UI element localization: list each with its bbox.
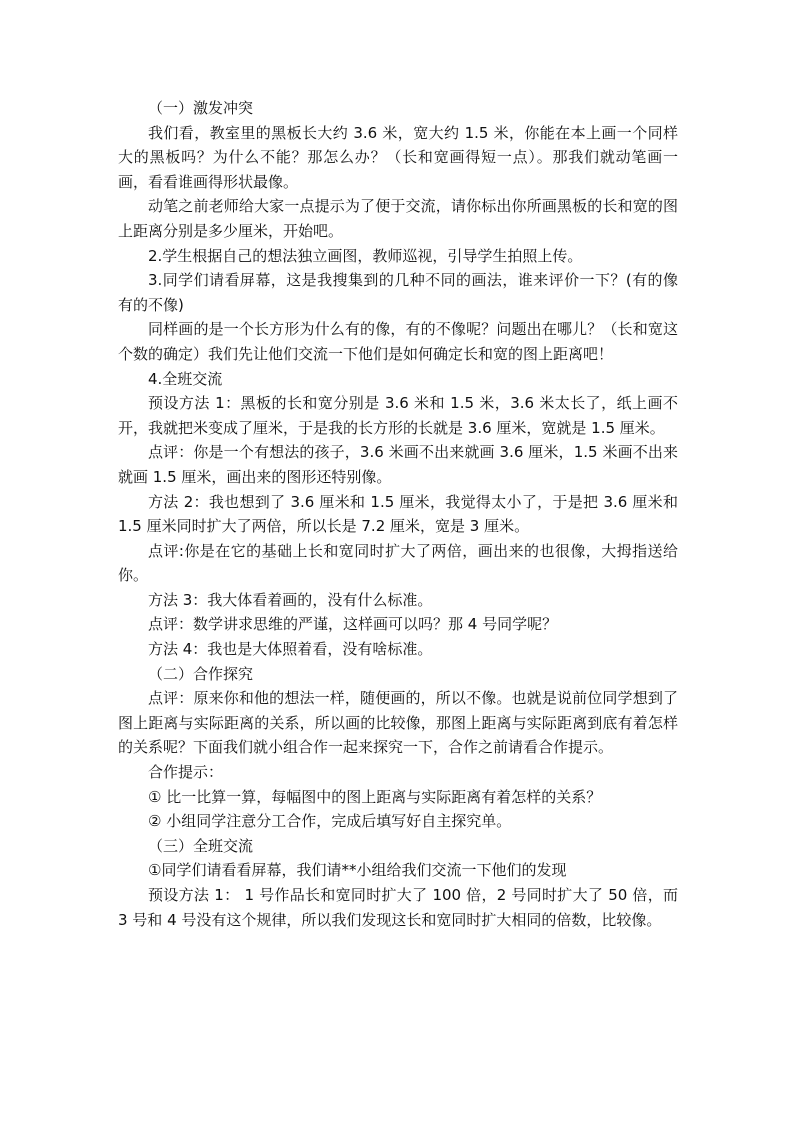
paragraph-step-3: 3.同学们请看屏幕，这是我搜集到的几种不同的画法，谁来评价一下？(有的像有的不像) [118,271,678,314]
paragraph-screen-prompt: ①同学们请看看屏幕，我们请**小组给我们交流一下他们的发现 [148,861,567,880]
section-heading-cooperative-inquiry: （二）合作探究 [148,664,254,683]
section-heading-class-exchange: （三）全班交流 [148,836,254,855]
paragraph-cooperation-tips-label: 合作提示： [148,763,224,782]
paragraph-preset-method-1: 预设方法 1： 1 号作品长和宽同时扩大了 100 倍，2 号同时扩大了 50 倍，而 3 号和 4 号没有这个规律，所以我们发现这长和宽同时扩大相同的倍数，比较像。 [118,886,678,929]
paragraph-method-4: 方法 4：我也是大体照着看，没有啥标准。 [148,640,433,659]
paragraph-comment-2: 点评:你是在它的基础上长和宽同时扩大了两倍，画出来的也很像，大拇指送给你。 [118,541,678,585]
paragraph-why-different: 同样画的是一个长方形为什么有的像，有的不像呢？问题出在哪儿？（长和宽这个数的确定）我们先让他们交流一下他们是如何确定长和宽的图上距离吧！ [118,320,678,363]
document-page [118,96,678,932]
paragraph-teacher-hint: 动笔之前老师给大家一点提示为了便于交流，请你标出你所画黑板的长和宽的图上距离分别是多少厘米，开始吧。 [118,197,678,240]
paragraph-method-3: 方法 3：我大体看着画的，没有什么标准。 [148,590,433,609]
paragraph-comment-1: 点评：你是一个有想法的孩子，3.6 米画不出来就画 3.6 厘米，1.5 米画不出来就画 1.5 厘米，画出来的图形还特别像。 [118,443,678,486]
paragraph-blackboard-question: 我们看，教室里的黑板长大约 3.6 米，宽大约 1.5 米，你能在本上画一个同样大的黑板吗？为什么不能？那怎么办？（长和宽画得短一点）。那我们就动笔画一画，看看谁画得形状最像。 [118,123,678,191]
paragraph-method-2: 方法 2：我也想到了 3.6 厘米和 1.5 厘米，我觉得太小了，于是把 3.6 厘米和 1.5 厘米同时扩大了两倍，所以长是 7.2 厘米，宽是 3 厘米。 [118,492,678,536]
paragraph-tip-2: ② 小组同学注意分工合作，完成后填写好自主探究单。 [148,812,512,831]
paragraph-method-1: 预设方法 1：黑板的长和宽分别是 3.6 米和 1.5 米，3.6 米太长了，纸上画不开，我就把米变成了厘米，于是我的长方形的长就是 3.6 厘米，宽就是 1.5 厘米。 [118,394,678,437]
section-heading-stimulate-conflict: （一）激发冲突 [148,99,254,117]
paragraph-tip-1: ① 比一比算一算，每幅图中的图上距离与实际距离有着怎样的关系？ [148,787,602,806]
paragraph-comment-3: 点评：数学讲求思维的严谨，这样画可以吗？那 4 号同学呢？ [148,615,558,634]
paragraph-comment-4: 点评：原来你和他的想法一样，随便画的，所以不像。也就是说前位同学想到了图上距离与实际距离的关系，所以画的比较像，那图上距离与实际距离到底有着怎样的关系呢？下面我们就小组合作一起来探究一下，合作之前请看合作提示。 [118,689,678,757]
paragraph-step-4: 4.全班交流 [148,369,223,388]
paragraph-step-2: 2.学生根据自己的想法独立画图，教师巡视，引导学生拍照上传。 [148,246,583,265]
